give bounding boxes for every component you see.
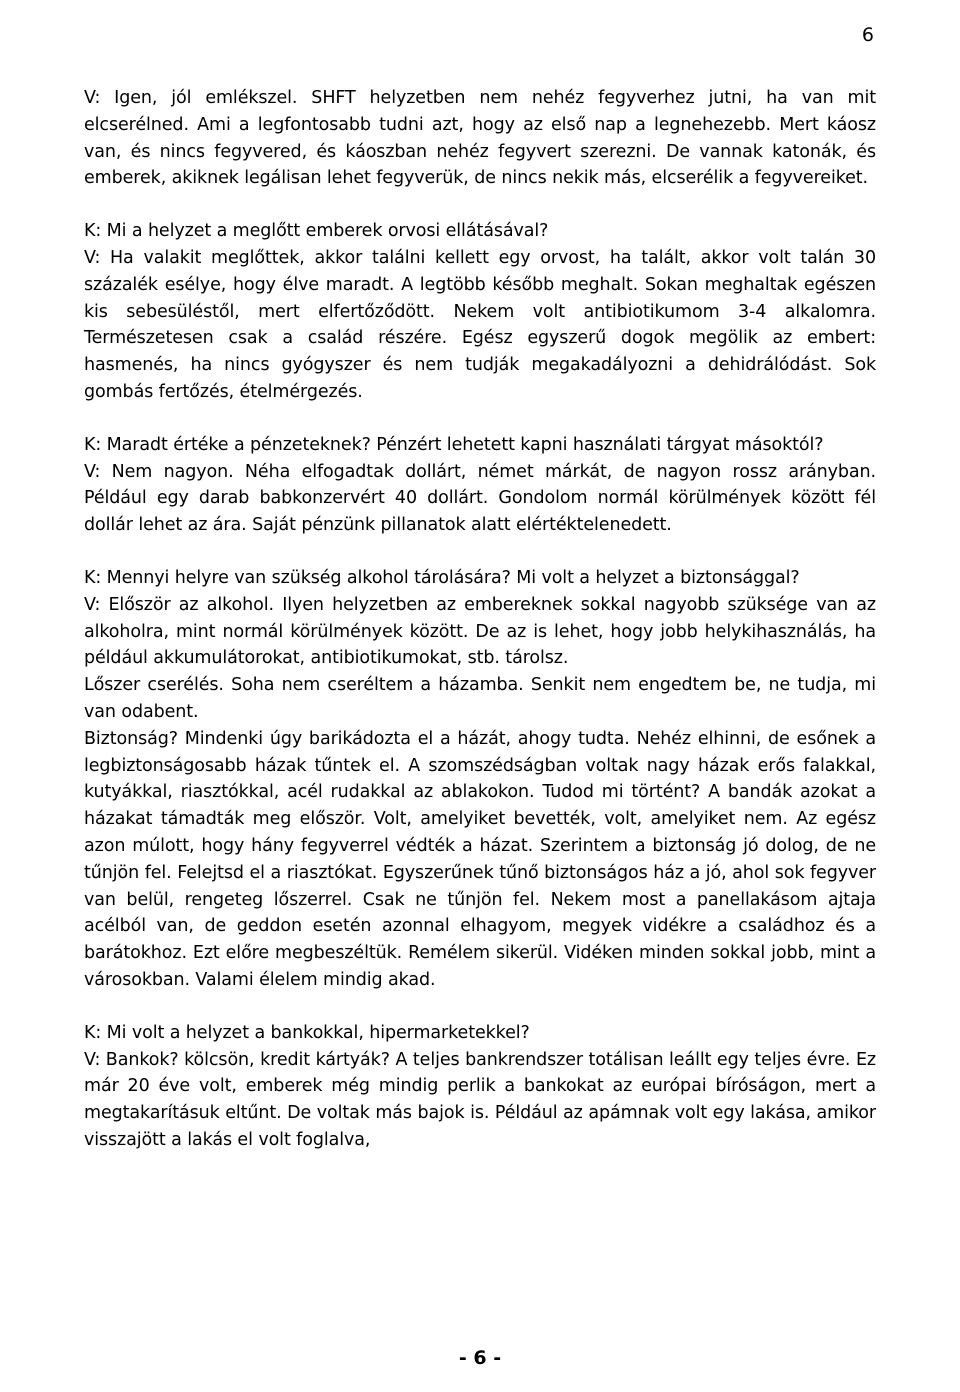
paragraph-answer-security: Biztonság? Mindenki úgy barikádozta el a házát, ahogy tudta. Nehéz elhinni, de esőnek a legbiztonságosabb házak tűntek el. A szomszédságban voltak nagy házak erős falakkal, kutyákkal, riasztókkal, acél rudakkal az ablakokon. Tudod mi történt? A bandák azokat a házakat támadták meg először. Volt, amelyiket bevették, volt, amelyiket nem. Az egész azon múlott, hogy hány fegyverrel védték a házat. Szerintem a biztonság jó dolog, de ne tűnjön fel. Felejtsd el a riasztókat. Egyszerűnek tűnő biztonságos ház a jó, ahol sok fegyver van belül, rengeteg lőszerrel. Csak ne tűnjön fel. Nekem most a panellakásom ajtaja acélból van, de geddon esetén azonnal elhagyom, megyek vidékre a családhoz és a barátokhoz. Ezt előre megbeszéltük. Remélem sikerül. Vidéken minden sokkal jobb, mint a városokban. Valami élelem mindig akad. [84, 728, 876, 990]
paragraph-question-banks: K: Mi volt a helyzet a bankokkal, hipermarketekkel? [84, 1022, 530, 1043]
page-number-top: 6 [861, 24, 874, 46]
paragraph-answer-banks: V: Bankok? kölcsön, kredit kártyák? A teljes bankrendszer totálisan leállt egy teljes évre. Ez már 20 éve volt, emberek még mindig perlik a bankokat az európai bíróságon, mert a megtakarításuk eltűnt. De voltak más bajok is. Például az apámnak volt egy lakása, amikor visszajött a lakás el volt foglalva, [84, 1049, 876, 1150]
paragraph-answer-medical: V: Ha valakit meglőttek, akkor találni kellett egy orvost, ha talált, akkor volt talán 30 százalék esélye, hogy élve maradt. A legtöbb később meghalt. Sokan meghaltak egészen kis sebesüléstől, mert elfertőződött. Nekem volt antibiotikumom 3-4 alkalomra. Természetesen csak a család részére. Egész egyszerű dogok megölik az embert: hasmenés, ha nincs gyógyszer és nem tudják megakadályozni a dehidrálódást. Sok gombás fertőzés, ételmérgezés. [84, 247, 876, 402]
paragraph-question-medical: K: Mi a helyzet a meglőtt emberek orvosi ellátásával? [84, 221, 549, 242]
paragraph-answer-money: V: Nem nagyon. Néha elfogadtak dollárt, német márkát, de nagyon rossz arányban. Például egy darab babkonzervért 40 dollárt. Gondolom normál körülmények között fél dollár lehet az ára. Saját pénzünk pillanatok alatt elértéktelenedett. [84, 461, 876, 536]
page-number-bottom: - 6 - [458, 1347, 502, 1369]
paragraph-question-money: K: Maradt értéke a pénzeteknek? Pénzért lehetett kapni használati tárgyat másoktól? [84, 434, 824, 455]
paragraph-question-alcohol-security: K: Mennyi helyre van szükség alkohol tárolására? Mi volt a helyzet a biztonsággal? [84, 567, 800, 588]
paragraph-answer-weapons: V: Igen, jól emlékszel. SHFT helyzetben nem nehéz fegyverhez jutni, ha van mit elcserélned. Ami a legfontosabb tudni azt, hogy az első nap a legnehezebb. Mert káosz van, és nincs fegyvered, és káoszban nehéz fegyvert szerezni. De vannak katonák, és emberek, akiknek legálisan lehet fegyverük, de nincs nekik más, elcserélik a fegyvereiket. [84, 88, 876, 189]
paragraph-answer-ammo: Lőszer cserélés. Soha nem cseréltem a házamba. Senkit nem engedtem be, ne tudja, mi van odabent. [84, 675, 876, 722]
document-body [84, 85, 876, 1154]
paragraph-answer-alcohol: V: Először az alkohol. Ilyen helyzetben az embereknek sokkal nagyobb szüksége van az alkoholra, mint normál körülmények között. De az is lehet, hogy jobb helykihasználás, ha például akkumulátorokat, antibiotikumokat, stb. tárolsz. [84, 594, 876, 669]
